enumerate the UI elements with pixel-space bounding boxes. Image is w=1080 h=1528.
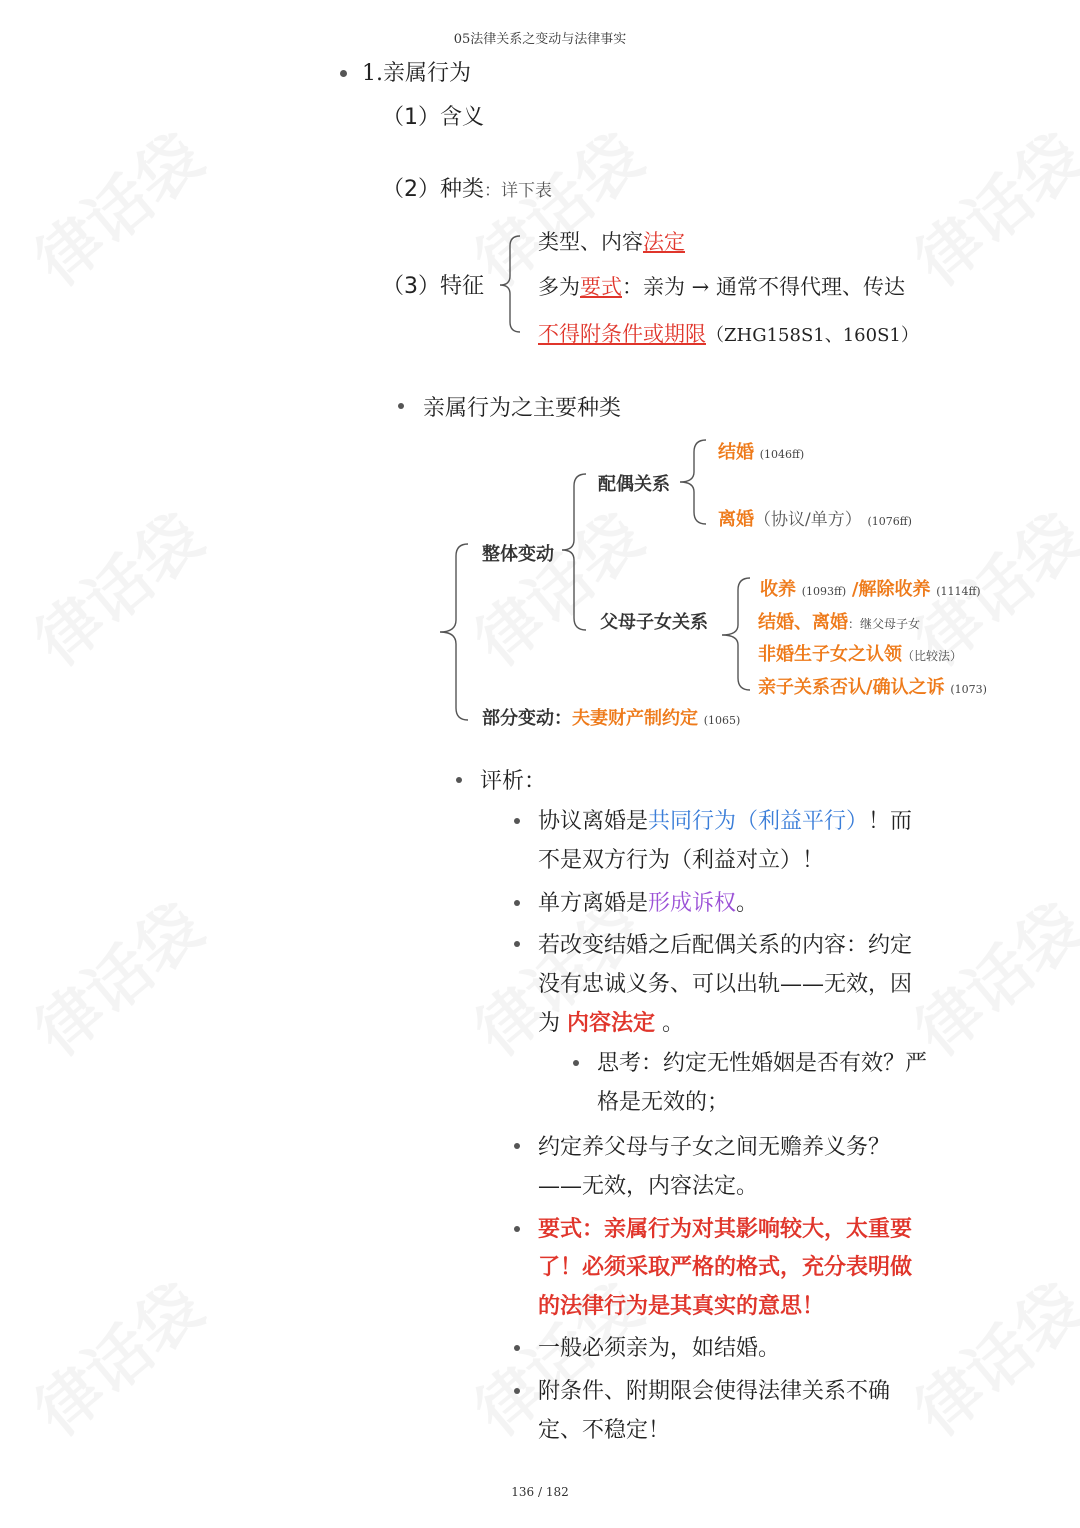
item-features: （3）特征 (382, 274, 484, 299)
node-divorce-ref: (1076ff) (867, 515, 912, 528)
node-parent-child: 父母子女关系 (600, 612, 708, 633)
node-marriage-ref: (1046ff) (759, 448, 805, 461)
analysis-p7-line1: 附条件、附期限会使得法律关系不确 (538, 1379, 891, 1404)
analysis-p4-line2: ——无效，内容法定。 (538, 1174, 759, 1199)
node-adopt-ref: (1093ff) (801, 585, 847, 598)
node-adopt (760, 575, 981, 601)
p3e: 。 (662, 1011, 685, 1036)
page-header: 05法律关系之变动与法律事实 (453, 32, 627, 47)
node-partial (482, 704, 740, 730)
analysis-p6: 一般必须亲为，如结婚。 (538, 1336, 781, 1361)
node-marriage (718, 438, 804, 464)
node-deny-label: 亲子关系否认/确认之诉 (758, 677, 945, 698)
analysis-p5-line3: 的法律行为是其真实的意思！ (538, 1293, 825, 1319)
feature-formal-b: 要式 (580, 275, 622, 299)
p1b: 共同行为（利益平行） (648, 809, 869, 834)
analysis-p3-sub-line2: 格是无效的； (597, 1090, 730, 1115)
section-title: 1.亲属行为 (362, 61, 471, 86)
node-partial-ref: (1065) (703, 714, 741, 727)
bullet (514, 1345, 520, 1351)
analysis-title: 评析： (480, 769, 547, 794)
bullet (514, 941, 520, 947)
bullet (514, 1226, 520, 1232)
feature-no-condition-a: 不得附条件或期限 (538, 322, 706, 346)
p1c: ！而 (868, 809, 913, 834)
node-spouse: 配偶关系 (598, 474, 670, 495)
bullet (514, 900, 520, 906)
p2b: 形成诉权 (648, 891, 737, 916)
node-recognition (758, 640, 962, 666)
node-dissolve-ref: (1114ff) (936, 585, 981, 598)
node-recognition-ref: （比较法） (902, 649, 963, 663)
analysis-p3-sub-line1: 思考：约定无性婚姻是否有效？严 (597, 1051, 928, 1076)
bullet (514, 1388, 520, 1394)
node-overall: 整体变动 (482, 544, 554, 565)
node-deny (758, 673, 987, 699)
feature-formal (538, 271, 905, 301)
bullet (514, 818, 520, 824)
node-recognition-label: 非婚生子女之认领 (758, 644, 902, 665)
feature-no-condition (538, 318, 919, 348)
analysis-p2 (538, 886, 758, 917)
item-kinds-label: （2）种类 (382, 177, 484, 202)
analysis-p7-line2: 定、不稳定！ (538, 1418, 671, 1443)
p2a: 单方离婚是 (538, 891, 649, 916)
feature-no-condition-ref: （ZHG158S1、160S1） (706, 325, 919, 346)
feature-formal-a: 多为 (538, 275, 580, 299)
node-divorce-note: （协议/单方） (754, 510, 862, 530)
bullet (398, 403, 404, 409)
node-step-label: 结婚、离婚 (758, 612, 848, 633)
bullet (573, 1060, 579, 1066)
node-marriage-label: 结婚 (718, 442, 754, 463)
bullet (514, 1143, 520, 1149)
node-partial-value: 夫妻财产制约定 (572, 708, 698, 729)
analysis-p4-line1: 约定养父母与子女之间无赡养义务？ (538, 1135, 891, 1160)
analysis-p5-line1: 要式：亲属行为对其影响较大，太重要 (538, 1216, 913, 1242)
node-divorce-label: 离婚 (718, 509, 754, 530)
kinds-title: 亲属行为之主要种类 (423, 396, 622, 421)
node-deny-ref: (1073) (950, 683, 987, 696)
feature-formal-c: ：亲为 → 通常不得代理、传达 (622, 275, 905, 299)
item-kinds-note: ：详下表 (484, 181, 552, 201)
p2c: 。 (736, 891, 759, 916)
analysis-p3-line3 (538, 1006, 684, 1037)
node-step (758, 608, 920, 634)
p3c: 为 (538, 1011, 561, 1036)
analysis-p5-line2: 了！必须采取严格的格式，充分表明做 (538, 1254, 913, 1280)
node-adopt-label: 收养 (760, 579, 796, 600)
node-divorce (718, 505, 912, 531)
node-dissolve-label: /解除收养 (851, 579, 931, 600)
analysis-p3-line2: 没有忠诚义务、可以出轨——无效，因 (538, 972, 913, 997)
analysis-p3-line1: 若改变结婚之后配偶关系的内容：约定 (538, 933, 913, 958)
p1a: 协议离婚是 (538, 809, 649, 834)
feature-type-legal: 法定 (643, 230, 685, 254)
feature-type-content (538, 226, 685, 256)
page-number: 136 / 182 (511, 1485, 569, 1499)
p3d: 内容法定 (567, 1010, 656, 1036)
analysis-p1-line2: 不是双方行为（利益对立）！ (538, 848, 825, 873)
analysis-p1-line1 (538, 804, 912, 835)
node-partial-label: 部分变动： (482, 708, 572, 729)
feature-type-text: 类型、内容 (538, 230, 643, 254)
node-step-note: ：继父母子女 (848, 617, 921, 631)
bullet (456, 777, 462, 783)
item-meaning: （1）含义 (382, 105, 484, 130)
